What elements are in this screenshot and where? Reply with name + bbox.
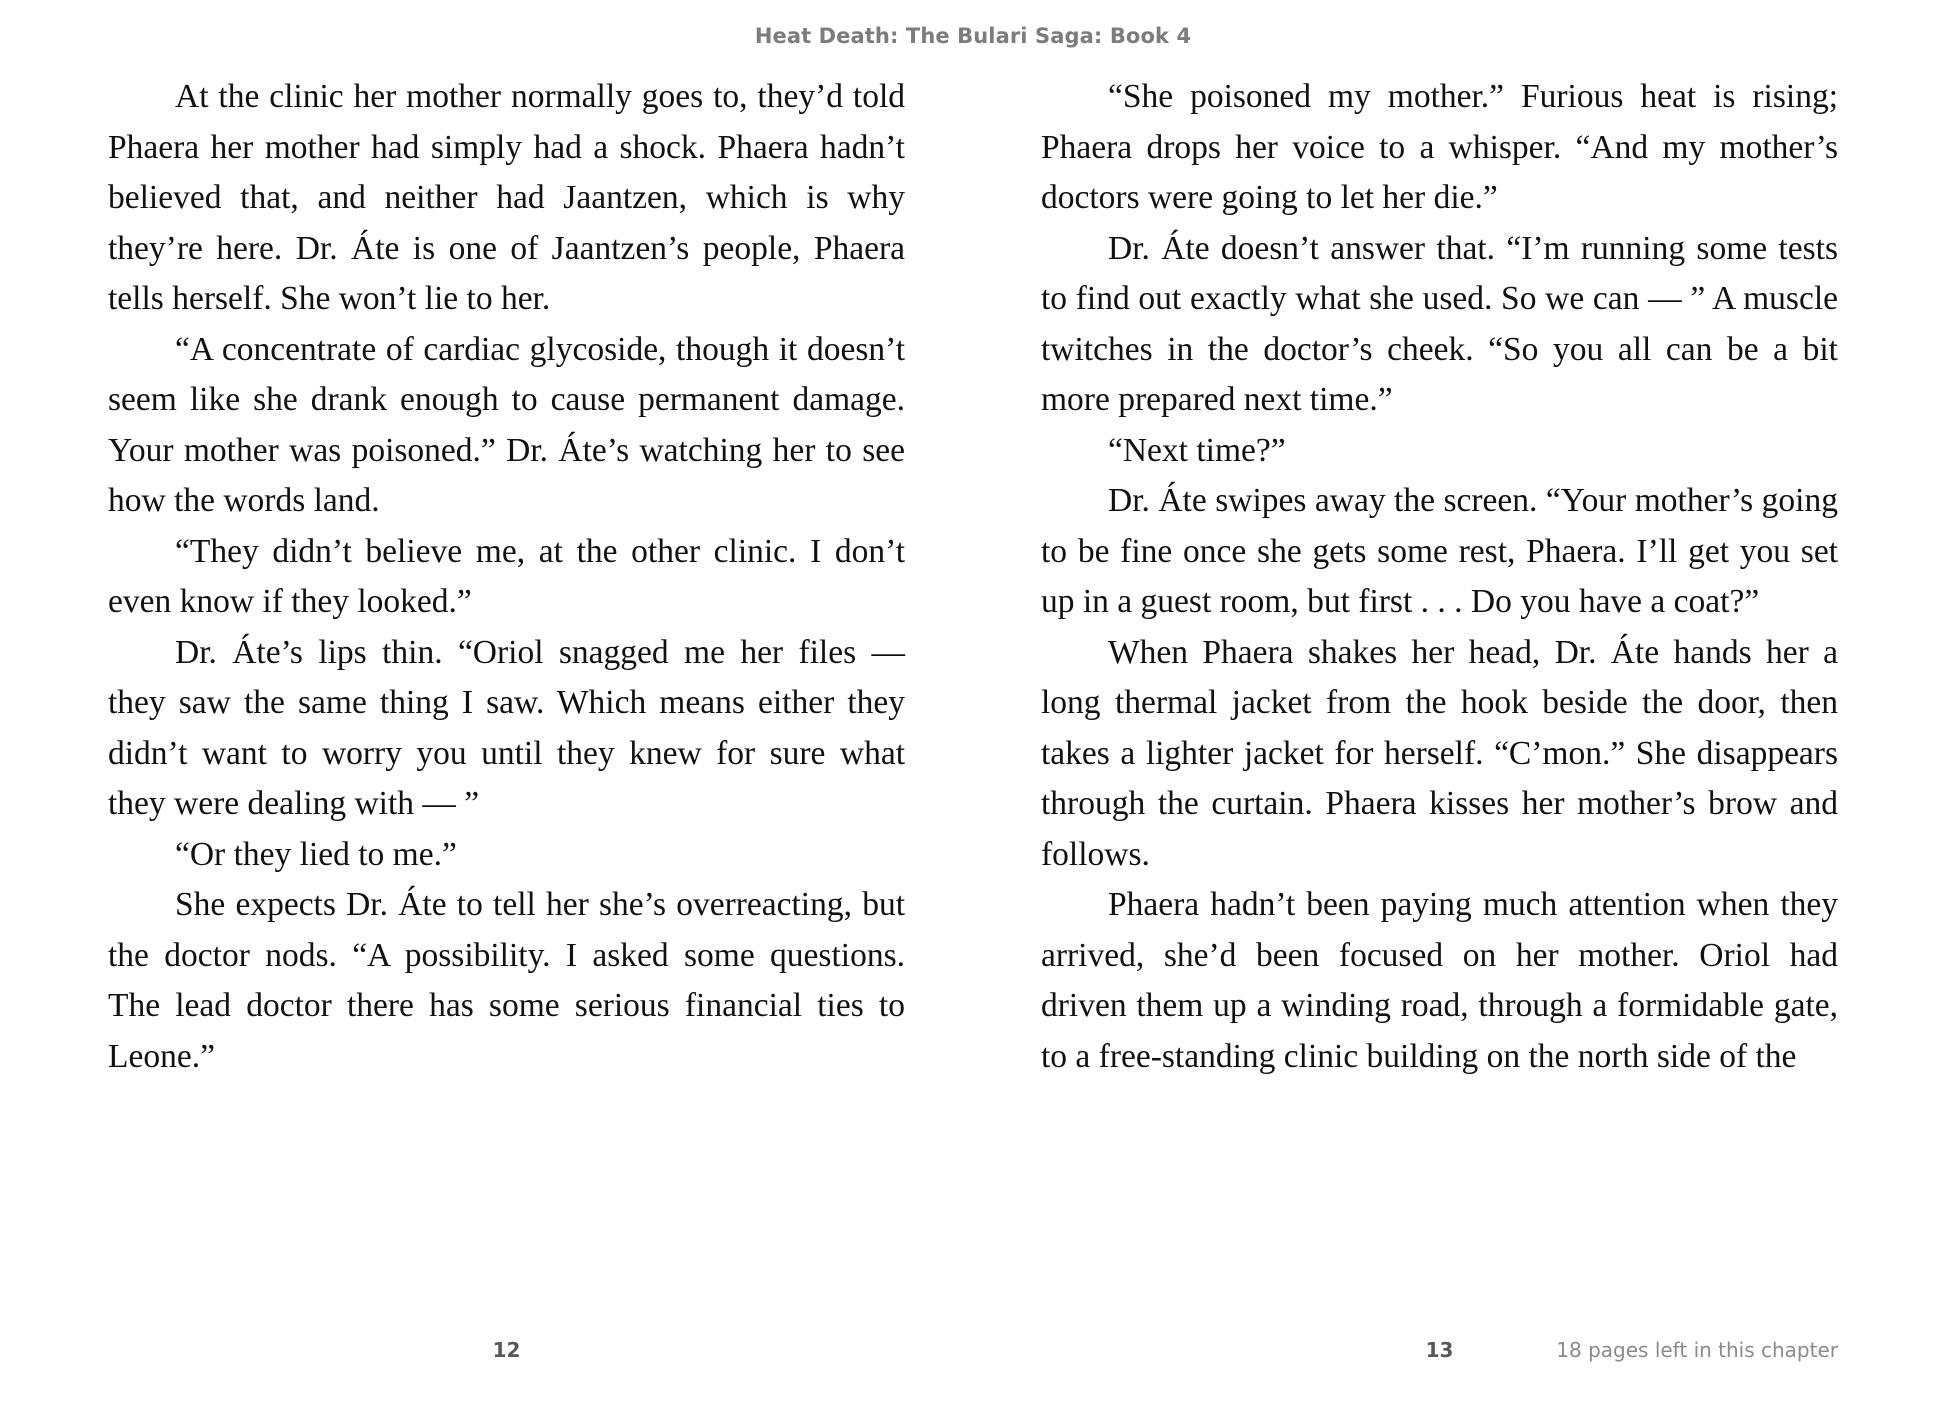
paragraph: When Phaera shakes her head, Dr. Áte hands her a long thermal jacket from the hook beside the door, then takes a lighter jacket for herself. “C’mon.” She disappears through the curtain. Phaera kisses her mother’s brow and follows. <box>1041 633 1838 873</box>
paragraph: “She poisoned my mother.” Furious heat is rising; Phaera drops her voice to a whisper. “And my mother’s doctors were going to let her die.” <box>1041 78 1838 216</box>
page-left-text <box>108 72 905 1082</box>
page-right-text <box>1041 72 1838 1082</box>
page-number-right: 13 <box>1425 1338 1454 1362</box>
paragraph: She expects Dr. Áte to tell her she’s overreacting, but the doctor nods. “A possibility. I asked some questions. The lead doctor there has some serious financial ties to Leone.” <box>108 886 905 1075</box>
page-right <box>1041 72 1838 1318</box>
paragraph: Dr. Áte’s lips thin. “Oriol snagged me her files — they saw the same thing I saw. Which means either they didn’t want to worry you until they knew for sure what they were dealing with — ” <box>108 633 905 822</box>
page-left <box>108 72 905 1318</box>
paragraph: Dr. Áte doesn’t answer that. “I’m running some tests to find out exactly what she used. So we can — ” A muscle twitches in the doctor’s cheek. “So you all can be a bit more prepared next time.” <box>1041 229 1838 418</box>
page-number-left: 12 <box>492 1338 521 1362</box>
two-page-spread <box>0 72 1946 1318</box>
footer-right <box>1041 1318 1838 1414</box>
paragraph: “A concentrate of cardiac glycoside, though it doesn’t seem like she drank enough to cause permanent damage. Your mother was poisoned.” Dr. Áte’s watching her to see how the words land. <box>108 330 905 519</box>
paragraph: “They didn’t believe me, at the other clinic. I don’t even know if they looked.” <box>108 532 905 620</box>
footer-left <box>108 1318 905 1414</box>
paragraph: Dr. Áte swipes away the screen. “Your mother’s going to be fine once she gets some rest, Phaera. I’ll get you set up in a guest room, but first . . . Do you have a coat?” <box>1041 482 1838 620</box>
paragraph: At the clinic her mother normally goes to, they’d told Phaera her mother had simply had a shock. Phaera hadn’t believed that, and neither had Jaantzen, which is why they’re here. Dr. Áte is one of Jaantzen’s people, Phaera tells herself. She won’t lie to her. <box>108 78 905 317</box>
book-title: Heat Death: The Bulari Saga: Book 4 <box>754 24 1192 48</box>
paragraph: Phaera hadn’t been paying much attention when they arrived, she’d been focused on her mother. Oriol had driven them up a winding road, through a formidable gate, to a free-standing clinic building on the north side of the <box>1041 886 1838 1075</box>
book-header <box>0 0 1946 72</box>
reader-footer <box>0 1318 1946 1414</box>
paragraph: “Or they lied to me.” <box>175 835 457 873</box>
chapter-progress-label: 18 pages left in this chapter <box>1556 1338 1838 1362</box>
paragraph: “Next time?” <box>1108 431 1286 469</box>
